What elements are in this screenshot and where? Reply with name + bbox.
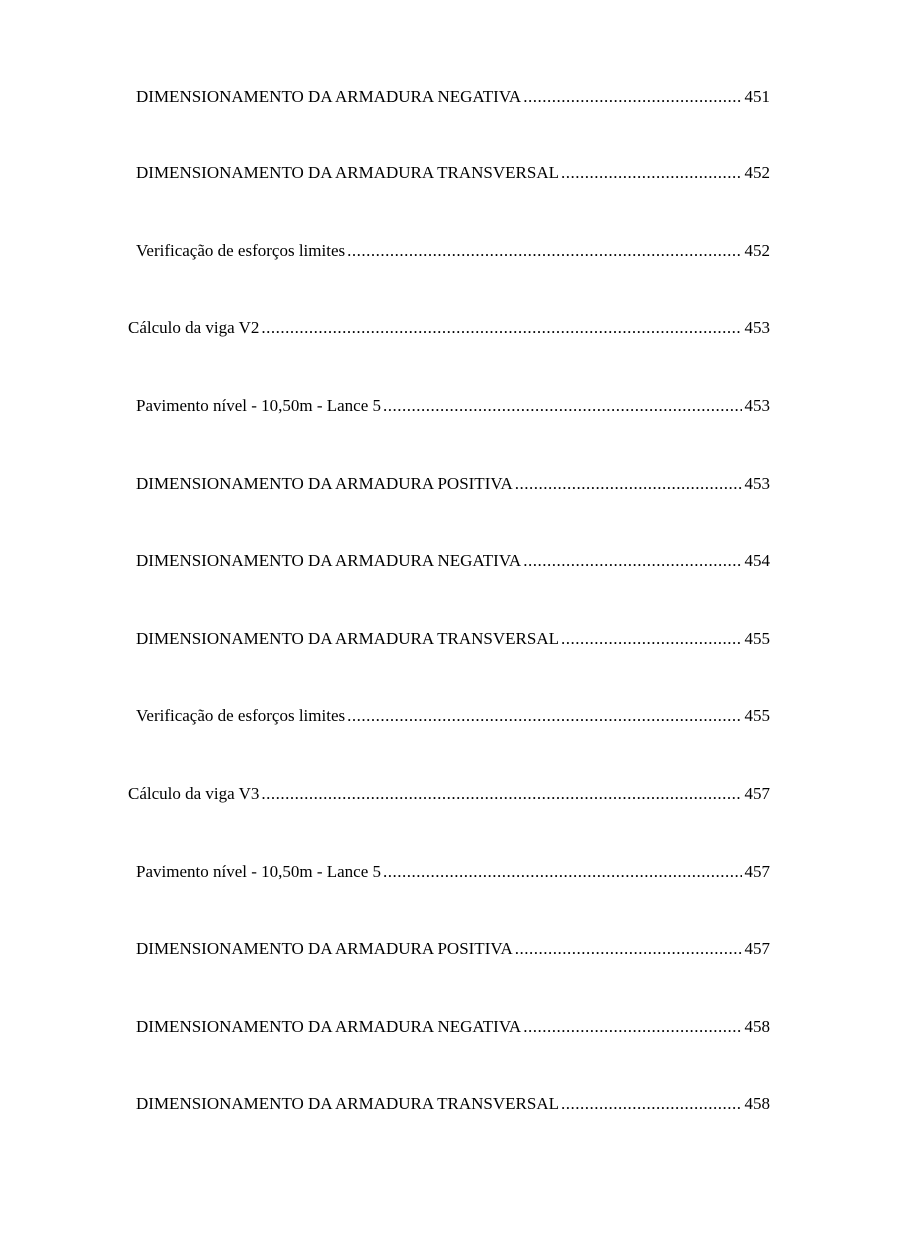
toc-entry-title: Verificação de esforços limites bbox=[136, 706, 346, 725]
toc-entry-page-number: 458 bbox=[744, 1017, 770, 1036]
toc-entry[interactable] bbox=[136, 474, 770, 494]
toc-entry[interactable] bbox=[136, 87, 770, 107]
toc-entry[interactable] bbox=[136, 1017, 770, 1037]
toc-entry[interactable] bbox=[136, 706, 770, 726]
dot-leader bbox=[261, 318, 741, 338]
toc-entry-page-number: 452 bbox=[744, 163, 770, 182]
toc-entry-title: Verificação de esforços limites bbox=[136, 241, 346, 260]
dot-leader bbox=[347, 706, 741, 726]
toc-entry-title: DIMENSIONAMENTO DA ARMADURA POSITIVA bbox=[136, 474, 513, 493]
dot-leader bbox=[523, 551, 741, 571]
toc-entry[interactable] bbox=[136, 1094, 770, 1114]
toc-entry-title: DIMENSIONAMENTO DA ARMADURA TRANSVERSAL bbox=[136, 629, 559, 648]
toc-entry[interactable] bbox=[128, 784, 770, 804]
toc-entry-page-number: 455 bbox=[744, 706, 770, 725]
dot-leader bbox=[561, 163, 742, 183]
dot-leader bbox=[347, 241, 741, 261]
toc-entry-page-number: 457 bbox=[744, 784, 770, 803]
dot-leader bbox=[261, 784, 741, 804]
toc-entry[interactable] bbox=[136, 396, 770, 416]
toc-entry-page-number: 455 bbox=[744, 629, 770, 648]
toc-entry-title: DIMENSIONAMENTO DA ARMADURA NEGATIVA bbox=[136, 1017, 522, 1036]
toc-entry-title: DIMENSIONAMENTO DA ARMADURA POSITIVA bbox=[136, 939, 513, 958]
dot-leader bbox=[515, 474, 742, 494]
dot-leader bbox=[515, 939, 742, 959]
toc-entry-page-number: 457 bbox=[744, 862, 770, 881]
toc-entry-page-number: 458 bbox=[744, 1094, 770, 1113]
toc-entry-page-number: 453 bbox=[744, 474, 770, 493]
toc-entry-page-number: 454 bbox=[744, 551, 770, 570]
toc-entry[interactable] bbox=[136, 551, 770, 571]
toc-entry[interactable] bbox=[136, 862, 770, 882]
toc-entry-page-number: 451 bbox=[744, 87, 770, 106]
dot-leader bbox=[561, 1094, 742, 1114]
toc-entry-title: Cálculo da viga V3 bbox=[128, 784, 260, 803]
toc-entry-page-number: 453 bbox=[744, 396, 770, 415]
toc-entry-title: DIMENSIONAMENTO DA ARMADURA TRANSVERSAL bbox=[136, 1094, 559, 1113]
toc-entry-title: DIMENSIONAMENTO DA ARMADURA NEGATIVA bbox=[136, 551, 522, 570]
toc-entry-page-number: 457 bbox=[744, 939, 770, 958]
toc-entry-title: DIMENSIONAMENTO DA ARMADURA TRANSVERSAL bbox=[136, 163, 559, 182]
toc-entry-page-number: 453 bbox=[744, 318, 770, 337]
dot-leader bbox=[561, 629, 742, 649]
toc-entry[interactable] bbox=[136, 163, 770, 183]
dot-leader bbox=[383, 396, 741, 416]
toc-entry[interactable] bbox=[136, 939, 770, 959]
toc-entry[interactable] bbox=[136, 629, 770, 649]
toc-entry[interactable] bbox=[128, 318, 770, 338]
toc-entry[interactable] bbox=[136, 241, 770, 261]
toc-entry-title: DIMENSIONAMENTO DA ARMADURA NEGATIVA bbox=[136, 87, 522, 106]
dot-leader bbox=[523, 87, 741, 107]
toc-entry-title: Pavimento nível - 10,50m - Lance 5 bbox=[136, 862, 382, 881]
toc-entry-title: Pavimento nível - 10,50m - Lance 5 bbox=[136, 396, 382, 415]
toc-entry-page-number: 452 bbox=[744, 241, 770, 260]
dot-leader bbox=[383, 862, 741, 882]
toc-entry-title: Cálculo da viga V2 bbox=[128, 318, 260, 337]
dot-leader bbox=[523, 1017, 741, 1037]
